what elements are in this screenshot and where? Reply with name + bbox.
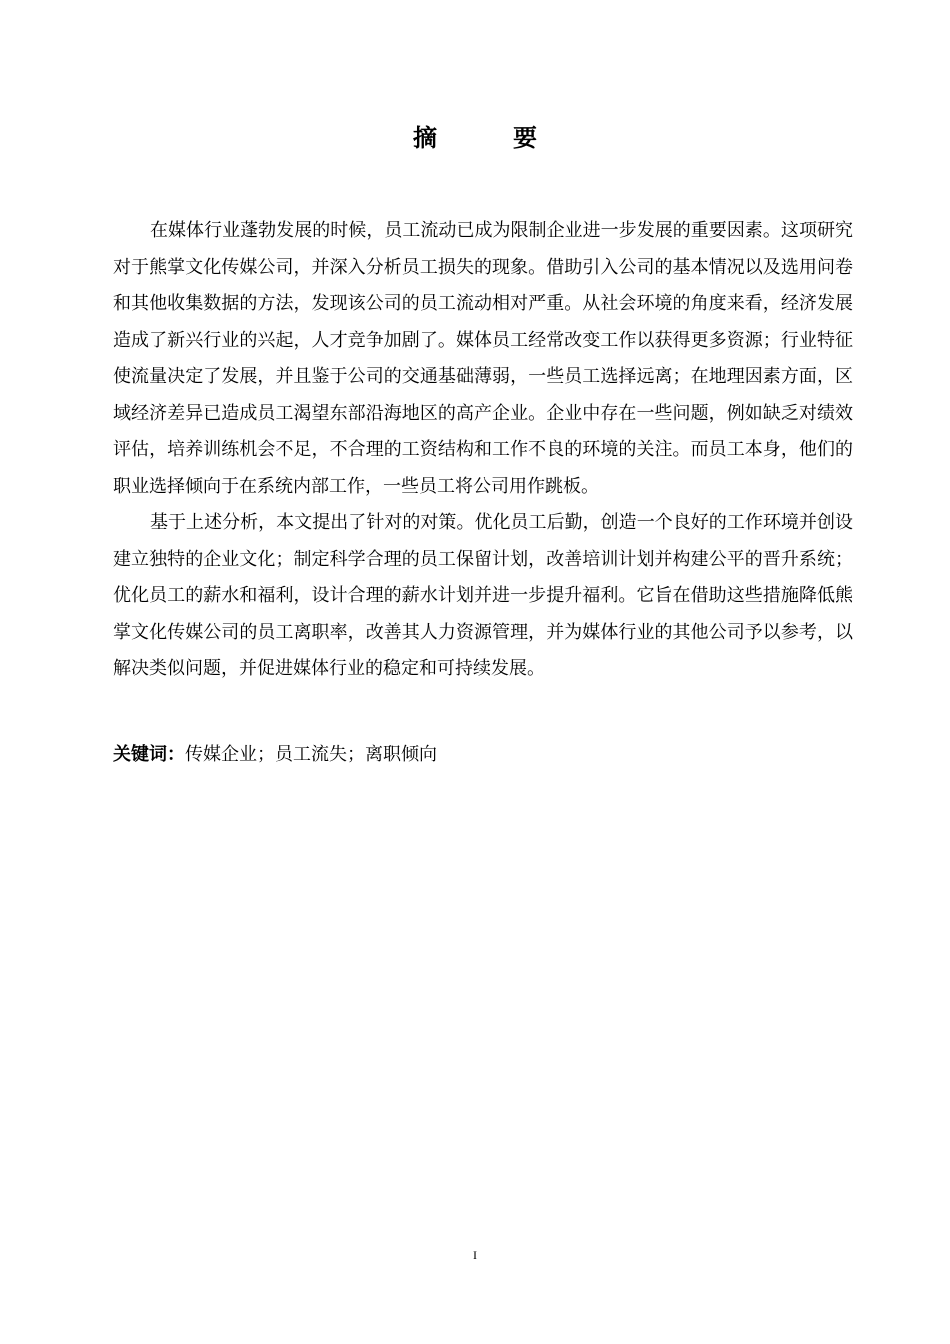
abstract-paragraph-1: 在媒体行业蓬勃发展的时候，员工流动已成为限制企业进一步发展的重要因素。这项研究对于熊掌文化传媒公司，并深入分析员工损失的现象。借助引入公司的基本情况以及选用问卷和其他收集数据的方法，发现该公司的员工流动相对严重。从社会环境的角度来看，经济发展造成了新兴行业的兴起，人才竞争加剧了。媒体员工经常改变工作以获得更多资源；行业特征使流量决定了发展，并且鉴于公司的交通基础薄弱，一些员工选择远离；在地理因素方面，区域经济差异已造成员工渴望东部沿海地区的高产企业。企业中存在一些问题，例如缺乏对绩效评估，培养训练机会不足，不合理的工资结构和工作不良的环境的关注。而员工本身，他们的职业选择倾向于在系统内部工作，一些员工将公司用作跳板。 bbox=[113, 220, 853, 497]
keywords-label: 关键词： bbox=[113, 744, 185, 765]
page-title: 摘 要 bbox=[413, 123, 563, 152]
abstract-paragraph-2: 基于上述分析，本文提出了针对的对策。优化员工后勤，创造一个良好的工作环境并创设建立独特的企业文化；制定科学合理的员工保留计划，改善培训计划并构建公平的晋升系统；优化员工的薪水和福利，设计合理的薪水计划并进一步提升福利。它旨在借助这些措施降低熊掌文化传媒公司的员工离职率，改善其人力资源管理，并为媒体行业的其他公司予以参考，以解决类似问题，并促进媒体行业的稳定和可持续发展。 bbox=[113, 512, 853, 679]
abstract-body bbox=[113, 213, 853, 688]
page-number: I bbox=[473, 1248, 477, 1262]
keywords-line bbox=[113, 737, 853, 773]
keywords-value: 传媒企业；员工流失；离职倾向 bbox=[185, 744, 437, 765]
